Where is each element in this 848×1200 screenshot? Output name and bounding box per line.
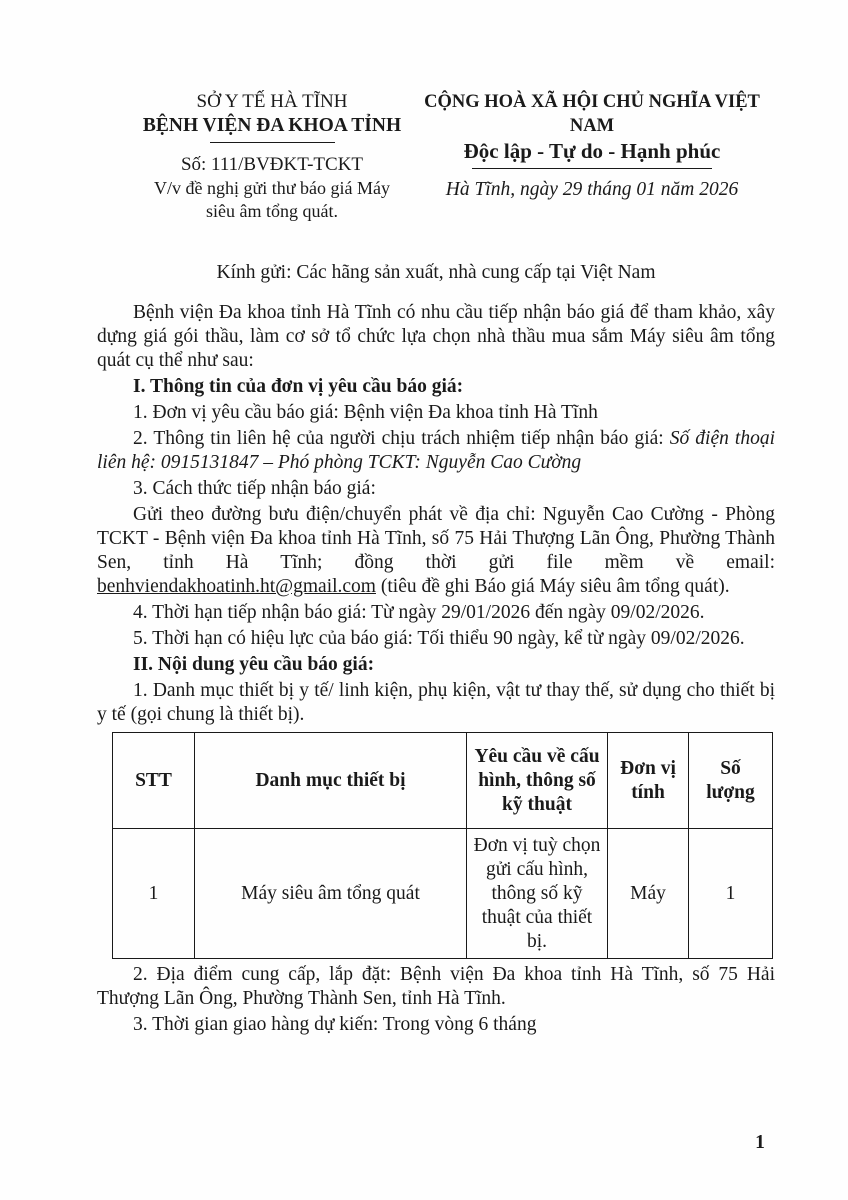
place-and-date: Hà Tĩnh, ngày 29 tháng 01 năm 2026 bbox=[445, 179, 739, 200]
table-header-quantity: Số lượng bbox=[689, 733, 773, 829]
quote-items-table bbox=[112, 732, 773, 959]
table-row bbox=[113, 829, 773, 959]
table-header-stt: STT bbox=[113, 733, 195, 829]
section-2-item-3: 3. Thời gian giao hàng dự kiến: Trong vòng 6 tháng bbox=[133, 1014, 537, 1035]
table-header-row bbox=[113, 733, 773, 829]
national-motto: Độc lập - Tự do - Hạnh phúc bbox=[463, 139, 721, 163]
section-1-item-4: 4. Thời hạn tiếp nhận báo giá: Từ ngày 29/01/2026 đến ngày 09/02/2026. bbox=[133, 602, 705, 623]
cell-quantity: 1 bbox=[689, 829, 773, 959]
section-1-heading: I. Thông tin của đơn vị yêu cầu báo giá: bbox=[133, 376, 464, 397]
cell-stt: 1 bbox=[113, 829, 195, 959]
table-header-unit: Đơn vị tính bbox=[608, 733, 689, 829]
section-2-item-1: 1. Danh mục thiết bị y tế/ linh kiện, phụ kiện, vật tư thay thế, sử dụng cho thiết bị y tế (gọi chung là thiết bị). bbox=[97, 680, 775, 725]
section-1-item-2-label: 2. Thông tin liên hệ của người chịu trách nhiệm tiếp nhận báo giá: bbox=[133, 428, 670, 449]
contact-phone-and-name: Số điện thoại liên hệ: 0915131847 – Phó phòng TCKT: Nguyễn Cao Cường bbox=[97, 428, 775, 473]
cell-item-name: Máy siêu âm tổng quát bbox=[195, 829, 467, 959]
email-subject-note: (tiêu đề ghi Báo giá Máy siêu âm tổng quát). bbox=[375, 576, 730, 597]
mailing-address-text: Gửi theo đường bưu điện/chuyển phát về địa chỉ: Nguyễn Cao Cường - Phòng TCKT - Bệnh viện Đa khoa tỉnh Hà Tĩnh, số 75 Hải Thượng Lãn Ông, Phường Thành Sen, tỉnh Hà Tĩnh; đồng thời gửi file mềm về email: bbox=[97, 504, 775, 573]
parent-org-name: SỞ Y TẾ HÀ TĨNH bbox=[196, 91, 348, 112]
table-header-spec: Yêu cầu về cấu hình, thông số kỹ thuật bbox=[467, 733, 608, 829]
section-1-item-3-detail bbox=[97, 503, 775, 599]
document-number: Số: 111/BVĐKT-TCKT bbox=[180, 154, 364, 175]
section-1-item-1: 1. Đơn vị yêu cầu báo giá: Bệnh viện Đa khoa tỉnh Hà Tĩnh bbox=[133, 402, 598, 423]
issuing-org-block bbox=[100, 90, 444, 223]
section-1-item-5: 5. Thời hạn có hiệu lực của báo giá: Tối thiểu 90 ngày, kể từ ngày 09/02/2026. bbox=[133, 628, 745, 649]
document-subject bbox=[100, 177, 444, 223]
contact-email: benhviendakhoatinh.ht@gmail.com bbox=[97, 576, 376, 597]
national-header-block bbox=[400, 90, 784, 202]
document-subject-line1: V/v đề nghị gửi thư báo giá Máy bbox=[154, 178, 390, 198]
section-2-item-2: 2. Địa điểm cung cấp, lắp đặt: Bệnh viện Đa khoa tỉnh Hà Tĩnh, số 75 Hải Thượng Lãn Ông, Phường Thành Sen, tỉnh Hà Tĩnh. bbox=[97, 964, 775, 1009]
hospital-name: BỆNH VIỆN ĐA KHOA TỈNH bbox=[142, 115, 402, 136]
cell-unit: Máy bbox=[608, 829, 689, 959]
section-2-heading: II. Nội dung yêu cầu báo giá: bbox=[133, 654, 375, 675]
page-number: 1 bbox=[755, 1132, 765, 1153]
motto-underline-rule bbox=[472, 168, 712, 169]
section-1-item-2 bbox=[97, 427, 775, 475]
intro-paragraph: Bệnh viện Đa khoa tỉnh Hà Tĩnh có nhu cầu tiếp nhận báo giá để tham khảo, xây dựng giá gói thầu, làm cơ sở tổ chức lựa chọn nhà thầu mua sắm Máy siêu âm tổng quát cụ thể như sau: bbox=[97, 302, 775, 371]
national-title: CỘNG HOÀ XÃ HỘI CHỦ NGHĨA VIỆT NAM bbox=[424, 92, 760, 136]
table-header-item-name: Danh mục thiết bị bbox=[195, 733, 467, 829]
org-underline-rule bbox=[210, 142, 335, 143]
document-subject-line2: siêu âm tổng quát. bbox=[206, 201, 338, 221]
cell-spec: Đơn vị tuỳ chọn gửi cấu hình, thông số kỹ thuật của thiết bị. bbox=[467, 829, 608, 959]
section-1-item-3: 3. Cách thức tiếp nhận báo giá: bbox=[133, 478, 376, 499]
salutation: Kính gửi: Các hãng sản xuất, nhà cung cấp tại Việt Nam bbox=[216, 262, 656, 283]
document-body bbox=[97, 255, 775, 1039]
document-header bbox=[0, 90, 848, 255]
